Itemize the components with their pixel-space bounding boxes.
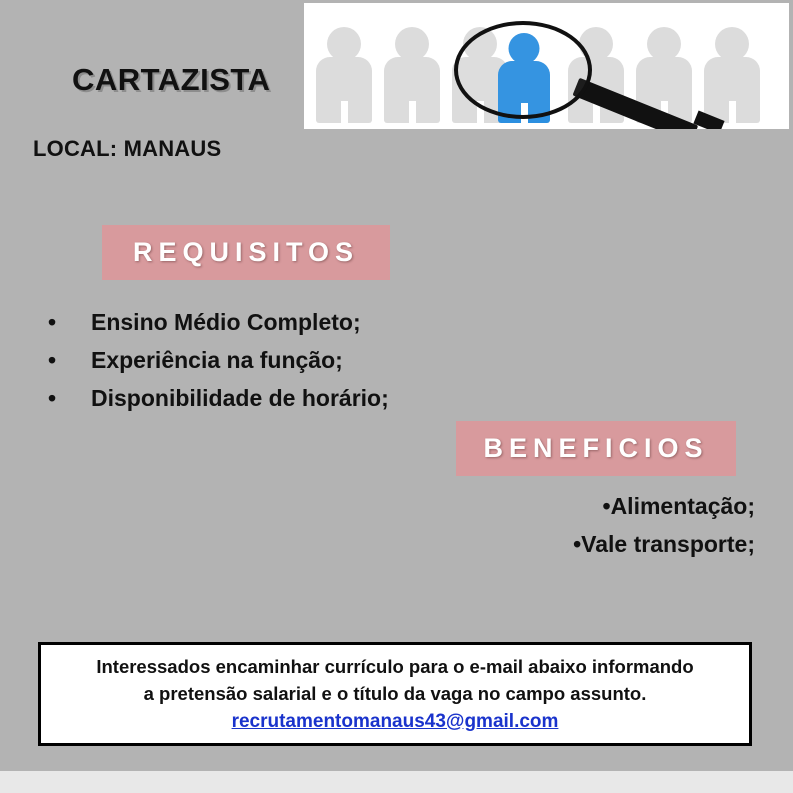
contact-line-2: a pretensão salarial e o título da vaga no campo assunto. xyxy=(143,682,647,704)
crowd-person xyxy=(384,27,440,123)
bullet-icon: • xyxy=(602,493,611,519)
list-item-label: Vale transporte; xyxy=(581,531,755,557)
person-head xyxy=(715,27,749,61)
list-item xyxy=(541,525,755,563)
magnifier-glass xyxy=(454,21,592,119)
person-leg-split xyxy=(409,101,416,123)
person-leg-split xyxy=(729,101,736,123)
bullet-icon: • xyxy=(573,531,582,557)
list-item xyxy=(48,341,389,379)
person-leg-split xyxy=(341,101,348,123)
location-label: LOCAL: MANAUS xyxy=(33,136,222,161)
list-item xyxy=(48,303,389,341)
bullet-icon: • xyxy=(48,385,57,411)
contact-line-1: Interessados encaminhar currículo para o e-mail abaixo informando xyxy=(96,655,694,677)
list-item xyxy=(541,487,755,525)
magnifier-over-crowd-icon xyxy=(304,3,789,129)
page-title: CARTAZISTA xyxy=(72,62,271,97)
left-margin-strip xyxy=(0,0,24,793)
person-head xyxy=(327,27,361,61)
contact-box xyxy=(38,642,752,746)
crowd-person xyxy=(316,27,372,123)
list-item-label: Disponibilidade de horário; xyxy=(91,385,389,411)
benefits-list xyxy=(541,487,755,563)
list-item-label: Ensino Médio Completo; xyxy=(91,309,361,335)
bullet-icon: • xyxy=(48,309,57,335)
contact-email-link[interactable]: recrutamentomanaus43@gmail.com xyxy=(231,710,559,732)
person-head xyxy=(647,27,681,61)
list-item-label: Experiência na função; xyxy=(91,347,343,373)
list-item xyxy=(48,379,389,417)
benefits-banner: BENEFICIOS xyxy=(456,421,736,476)
list-item-label: Alimentação; xyxy=(610,493,755,519)
requirements-banner: REQUISITOS xyxy=(102,225,390,280)
person-head xyxy=(395,27,429,61)
bullet-icon: • xyxy=(48,347,57,373)
crowd-person xyxy=(704,27,760,123)
bottom-margin-strip xyxy=(0,771,793,793)
requirements-list xyxy=(48,303,389,417)
